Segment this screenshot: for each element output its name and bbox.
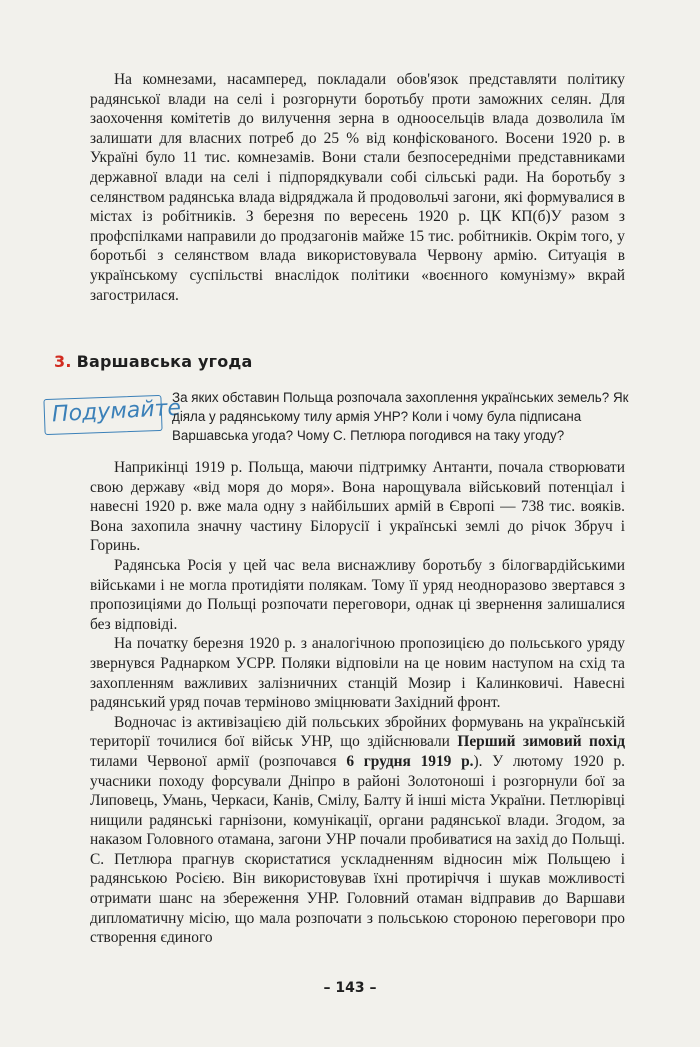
section-number: 3.: [54, 352, 72, 371]
intro-paragraph: На комнезами, насамперед, покладали обов'язок представляти політику радянської влади на селі і розгорнути боротьбу проти заможних селян. Для заохочення комітетів до вилучення зерна в одноосельців влада дозволила їм залишати для власних потреб до 25 % від конфіскованого. Восени 1920 р. в Україні було 11 тис. комнезамів. Вони стали безпосередніми представниками державної влади на селі і підпорядкували собі сільські ради. На боротьбу з селянством радянська влада відряджала й продовольчі загони, які формувалися в містах із робітників. З березня по вересень 1920 р. ЦК КП(б)У разом з профспілками направили до продзагонів майже 15 тис. робітників. Окрім того, у боротьбі з селянством влада використовувала Червону армію. Ситуація в українському суспільстві внаслідок політики «воєнного комунізму» вкрай загострилася.: [90, 71, 625, 304]
bold-date: 6 грудня 1919 р.: [346, 752, 474, 770]
main-text: [90, 458, 625, 948]
page-number: – 143 –: [323, 980, 377, 996]
paragraph: На початку березня 1920 р. з аналогічною пропозицією до польського уряду звернувся Раднарком УСРР. Поляки відповіли на це новим наступом на схід та захопленням важливих залізничних станцій Мозир і Калинковичі. Навесні радянський уряд почав терміново зміцнювати Західний фронт.: [90, 635, 625, 712]
think-label-box: [44, 395, 182, 435]
think-questions: За яких обставин Польща розпочала захоплення українських земель? Як діяла у радянському тилу армія УНР? Коли і чому була підписана Варшавська угода? Чому С. Петлюра погодився на таку угоду?: [172, 390, 629, 443]
text-run: ). У лютому 1920 р. учасники походу форсували Дніпро в районі Золотоноші і розгорнули бої за Липовець, Умань, Черкаси, Канів, Смілу, Балту й інші міста України. Петлюрівці нищили радянські гарнізони, комунікації, органи радянської влади. Згодом, за наказом Головного отамана, загони УНР почали пробиватися на захід до Польщі. С. Петлюра прагнув скористатися ускладненням відносин між Польщею і радянською Росією. Він використовував їхні протиріччя і шукав можливості отримати шанс на збереження УНР. Головний отаман відправив до Варшави дипломатичну місію, що мала розпочати з польською стороною переговори про створення єдиного: [90, 752, 626, 947]
paragraph-winter-campaign: [90, 713, 625, 948]
think-label: Подумайте: [51, 395, 182, 428]
paragraph: Радянська Росія у цей час вела виснажливу боротьбу з білогвардійськими військами і не могла протидіяти полякам. Тому її уряд неодноразово звертався з пропозиціями до Польщі розпочати переговори, однак ці звернення залишалися без відповіді.: [90, 556, 625, 633]
section-title: Варшавська угода: [76, 352, 253, 371]
bold-term: Перший зимовий похід: [457, 733, 625, 751]
paragraph: Наприкінці 1919 р. Польща, маючи підтримку Антанти, почала створювати свою державу «від моря до моря». Вона нарощувала військовий потенціал і навесні 1920 р. вже мала одну з найбільших армій в Європі — 738 тис. вояків. Вона захопила значну частину Білорусії і українські землі до річок Збруч і Горинь.: [90, 459, 625, 555]
text-run: тилами Червоної армії (розпочався: [90, 752, 347, 770]
section-heading: [54, 352, 253, 371]
intro-text: [90, 70, 625, 305]
text-run: Водночас із активізацією дій польських збройних формувань на українській території точилися бої військ УНР, що здійснювали: [90, 713, 625, 751]
